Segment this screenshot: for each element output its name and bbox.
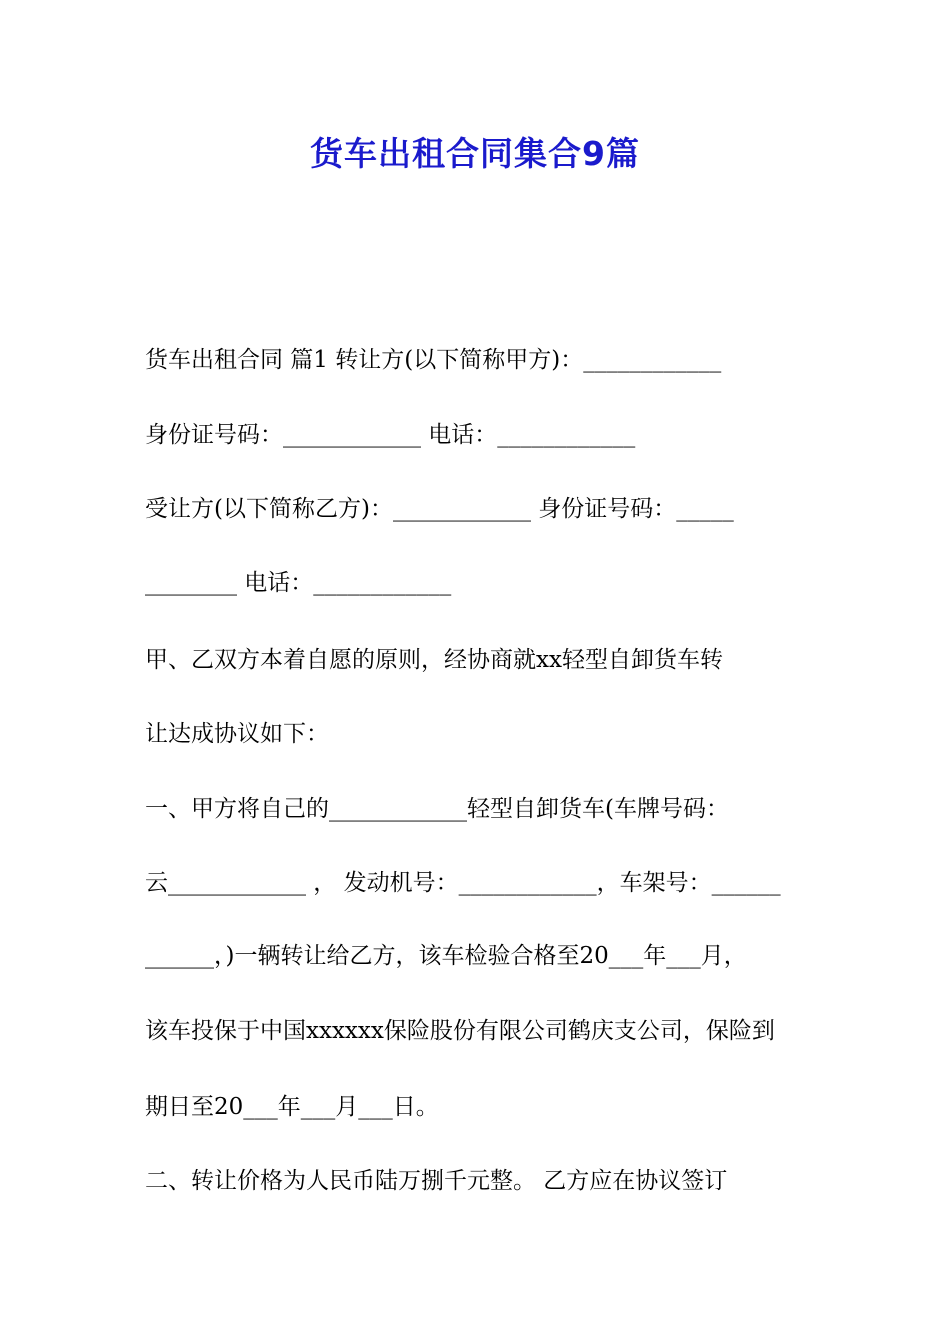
document-title: 货车出租合同集合9篇	[310, 134, 640, 173]
text-line-12: 二、转让价格为人民币陆万捌千元整。 乙方应在协议签订	[145, 1168, 728, 1194]
text-line-3: 受让方(以下简称乙方)：____________ 身份证号码：_____	[145, 496, 734, 522]
text-line-1: 货车出租合同 篇1 转让方(以下简称甲方)：____________	[145, 347, 722, 373]
text-line-2: 身份证号码：____________ 电话：____________	[145, 422, 636, 448]
text-line-8: 云____________ ， 发动机号：____________，车架号：______	[145, 870, 781, 896]
text-line-4: ________ 电话：____________	[145, 570, 452, 596]
text-line-9: ______，)一辆转让给乙方，该车检验合格至20___年___月，	[145, 943, 747, 969]
text-line-7: 一、甲方将自己的____________轻型自卸货车(车牌号码：	[145, 796, 729, 822]
text-line-6: 让达成协议如下：	[145, 721, 329, 747]
text-line-10: 该车投保于中国xxxxxx保险股份有限公司鹤庆支公司，保险到	[145, 1018, 775, 1044]
text-line-5: 甲、乙双方本着自愿的原则，经协商就xx轻型自卸货车转	[145, 647, 723, 673]
text-line-11: 期日至20___年___月___日。	[145, 1094, 439, 1120]
